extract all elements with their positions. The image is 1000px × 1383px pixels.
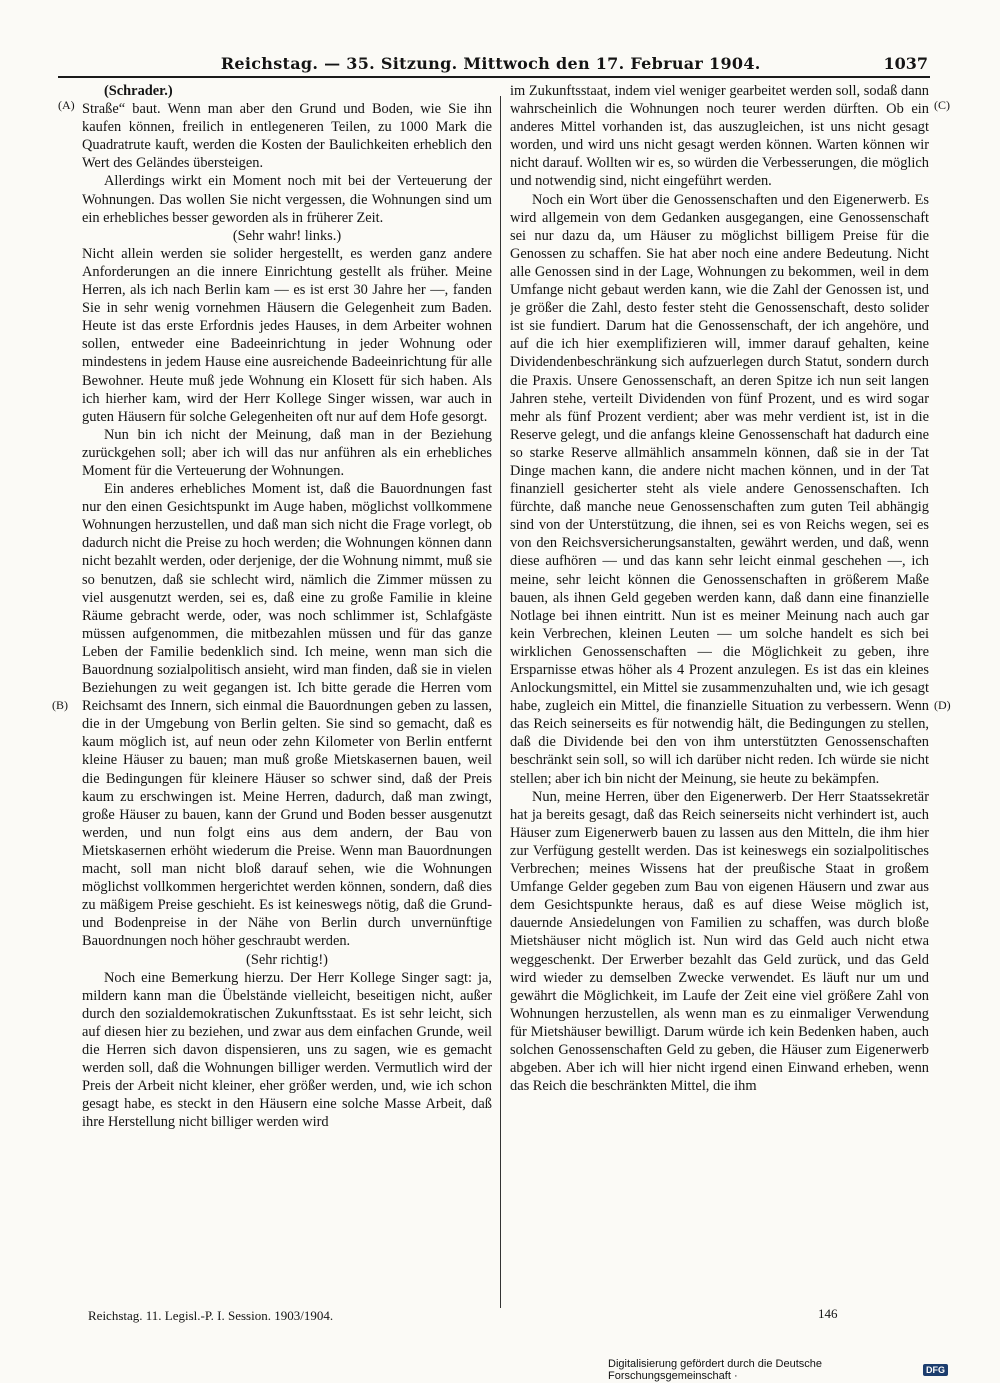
paragraph: Ein anderes erhebliches Moment ist, daß die Bauordnungen fast nur den einen Gesichtspunkt im Auge haben, möglichst vollkommene Wohnungen herzustellen, und daß man sich nicht die Frage vorlegt, ob dadurch nicht die Preise zu hoch werden; die Wohnungen können dann nicht bezahlt werden, oder derjenige, der die Wohnung nimmt, muß sie so benutzen, daß sie schlecht wird, nämlich die Zimmer müssen zu viel ausgenutzt werden, sei es, daß eine zu große Familie in kleine Räume gebracht werde, oder, was noch schlimmer ist, Schlafgäste müssen aufgenommen, die mitbezahlen müssen und für das ganze Leben der Familie bedenklich sind. Ich meine, wenn man sich die Bauordnung sozialpolitisch ansieht, wird man finden, daß sie in vielen Beziehungen zu weit gegangen ist. Ich bitte gerade die Herren vom Reichsamt des Innern, sich einmal die Bauordnungen geben zu lassen, die in der Umgebung von Berlin gelten. Sie sind so gemacht, daß es kaum möglich ist, auf neun oder zehn Kilometer von Berlin entfernt kleine Häuser zu bauen; man muß große Mietskasernen bauen, weil die Bedingungen für kleinere Häuser so schwer sind, daß der Preis kaum zu erschwingen ist. Meine Herren, dadurch, daß man zwingt, große Häuser zu bauen, kann der Grund und Boden besser ausgenutzt werden, und nun folgt eins aus dem andern, der Bau von Mietskasernen erhöht wiederum die Preise. Wenn man Bauordnungen macht, soll man nicht bloß darauf sehen, wie die Wohnungen möglichst vollkommen hergerichtet werden können, sondern, daß dies zu mäßigem Preise geschieht. Es ist keineswegs nötig, daß die Grund- und Bodenpreise in der Nähe von Berlin durch unvernünftige Bauordnungen noch höher geschraubt werden. xyxy=(82,481,492,950)
margin-mark-d: (D) xyxy=(934,698,951,712)
paragraph: (Sehr richtig!) xyxy=(246,951,328,968)
footer-signature-number: 146 xyxy=(818,1306,838,1321)
column-divider xyxy=(500,96,501,1308)
paragraph: Nun bin ich nicht der Meinung, daß man in der Beziehung zurückgehen soll; aber ich will das nur anführen als ein erhebliches Moment für die Verteuerung der Wohnungen. xyxy=(82,426,492,479)
margin-mark-a: (A) xyxy=(58,98,75,112)
dfg-logo-icon: DFG xyxy=(923,1364,948,1376)
credit-text: Digitalisierung gefördert durch die Deutsche Forschungsgemeinschaft · xyxy=(608,1358,823,1382)
left-paragraphs xyxy=(82,100,492,1131)
paragraph: im Zukunftsstaat, indem viel weniger gearbeitet werden soll, sodaß dann wahrscheinlich die Wohnungen noch teurer werden dürften. Ob ein anderes Mittel vorhanden ist, das auszugleichen, ist uns nicht gesagt worden, und wird uns nicht gesagt werden können. Warten können wir nicht darauf. Wollten wir es, so würden die Verbesserungen, die möglich und notwendig sind, nicht eingeführt werden. xyxy=(510,83,929,190)
paragraph: Straße“ baut. Wenn man aber den Grund und Boden, wie Sie ihn kaufen können, freilich in entlegeneren Teilen, zu 1000 Mark die Quadratrute kauft, werden die Kosten der Baulichkeiten erheblich den Wert des Geländes übersteigen. xyxy=(82,101,492,172)
page-title: Reichstag. — 35. Sitzung. Mittwoch den 17. Februar 1904. xyxy=(220,54,761,73)
paragraph: Allerdings wirkt ein Moment noch mit bei der Verteuerung der Wohnungen. Das wollen Sie nicht vergessen, die Wohnungen sind um ein erhebliches besser geworden als in früherer Zeit. xyxy=(82,173,492,226)
paragraph: Nun, meine Herren, über den Eigenerwerb. Der Herr Staatssekretär hat ja bereits gesagt, daß das Reich seinerseits nicht verhindert ist, auch Häuser zum Eigenerwerb bauen zu lassen aus den Mitteln, die ihm hier zur Verfügung gestellt werden. Das ist keineswegs ein sozialpolitisches Verbrechen; meines Wissens hat der preußische Staat in großem Umfange Gelder gegeben zum Bau von eigenen Häusern und zwar aus dem Gesichtspunkte heraus, daß es auf diese Weise möglich ist, dauernde Ansiedelungen von Familien zu schaffen, was durch bloße Mietshäuser nicht möglich ist. Nun wird das Geld auch nicht etwa weggeschenkt. Der Erwerber bezahlt das Geld zurück, und das Geld wird wieder zu demselben Zwecke verwendet. Es läuft nur um und gewährt die Möglichkeit, im Laufe der Zeit eine viel größere Zahl von Wohnungen herzustellen, als wenn man es zu einmaliger Verwendung für Mietshäuser bewilligt. Darum würde ich kein Bedenken haben, auch solchen Genossenschaften Geld zu geben, die Häuser zum Eigenerwerb abgeben. Aber ich will hier nicht irgend einen Einwand erheben, wenn das Reich die beschränkten Mittel, die ihm xyxy=(510,788,929,1095)
right-paragraphs xyxy=(510,82,929,1095)
margin-mark-c: (C) xyxy=(934,98,950,112)
paragraph: (Sehr wahr! links.) xyxy=(232,227,342,244)
paragraph: Noch ein Wort über die Genossenschaften und den Eigenerwerb. Es wird allgemein von dem Gedanken ausgegangen, eine Genossenschaft sei nur dazu da, um Häuser zu möglichst billigem Preise für die Genossen zu schaffen. Sie hat aber noch eine andere Bedeutung. Nicht alle Genossen sind in der Lage, Wohnungen zu bekommen, weil in dem Umfange nicht gebaut werden kann, wie die Zahl der Genossen ist, und je größer die Zahl, desto fester steht die Genossenschaft, desto solider ist sie fundiert. Darum hat die Genossenschaft, der ich angehöre, und auf die ich hier exemplifizieren will, immer darauf gehalten, keine Dividendenbeschränkung sich aufzuerlegen durch Statut, sondern durch die Praxis. Unsere Genossenschaft, an deren Spitze ich nun seit langen Jahren stehe, verteilt Dividenden von fünf Prozent, und es wird sogar mehr als fünf Prozent verdient; aber was mehr verdient ist, ist in die Reserve gelegt, und die anfangs kleine Genossenschaft hat dadurch eine so starke Reserve allmählich ansammeln können, daß sie in der Tat Dinge machen kann, die andere nicht machen können, und in der Tat finanziell gesicherter steht als viele andere Genossenschaften. Ich fürchte, daß manche neue Genossenschaften zum guten Teil abhängig sind von der Unterstützung, die ihnen, sei es von Reichs wegen, sei es von den Reichsversicherungsanstalten, gewährt werden, und daß, wenn diese aufhören — und das kann sehr leicht einmal geschehen —, ich meine, sehr leicht können die Genossenschaften in größerem Maße bauen, als ihnen Geld gegeben werden kann, daß dann eine finanzielle Notlage bei ihnen eintritt. Nun ist es meiner Meinung nach auch gar kein Verbrechen, kleinen Leuten — um solche handelt es sich bei wirklichen Genossenschaften — die Möglichkeit zu geben, ihre Ersparnisse etwas höher als 4 Prozent anzulegen. Es ist das ein kleines Anlockungsmittel, ein Mittel sie zusammenzuhalten und, wie ich gesagt habe, zugleich ein Mittel, die finanzielle Situation zu verbessern. Wenn das Reich seinerseits es für notwendig hält, die Bedingungen zu stellen, daß die Dividende bei den von ihm unterstützten Genossenschaften beschränkt sein soll, so will ich darüber nicht reden. Ich würde sie nicht stellen; aber ich bin nicht der Meinung, sie heute zu bekämpfen. xyxy=(510,191,929,787)
right-column xyxy=(510,82,929,1292)
paragraph: Noch eine Bemerkung hierzu. Der Herr Kollege Singer sagt: ja, mildern kann man die Übelstände vielleicht, beseitigen nicht, außer durch den sozialdemokratischen Zukunftsstaat. Es ist sehr leicht, sich auf diesen hier zu beziehen, und zwar aus dem einfachen Grunde, weil die Herren sich davon dispensieren, uns zu sagen, wie es gemacht werden soll, daß die Wohnungen billiger werden. Vermutlich wird der Preis der Arbeit nicht kleiner, eher größer werden, und, wie ich schon gesagt habe, es steckt in den Häusern eine solche Masse Arbeit, daß ihre Herstellung nicht billiger werden wird xyxy=(82,969,492,1131)
page-number: 1037 xyxy=(883,54,928,73)
page-header xyxy=(58,52,930,78)
paragraph: Nicht allein werden sie solider hergestellt, es werden ganz andere Anforderungen an die innere Einrichtung gestellt als früher. Meine Herren, als ich nach Berlin kam — es ist erst 30 Jahre her —, fanden Sie in sehr wenig vornehmen Häusern die Gelegenheit zum Baden. Heute ist das erste Erfordnis jedes Hauses, in dem Arbeiter wohnen sollen, entweder eine Badeeinrichtung in jeder Wohnung oder mindestens in jedem Hause eine ausreichende Badeeinrichtung für alle Bewohner. Heute muß jede Wohnung ein Klosett für sich haben. Als ich hierher kam, wird der Herr Kollege Singer wissen, war auch in guten Häusern für solche Gelegenheiten oft nur auf dem Hofe gesorgt. xyxy=(82,245,492,425)
left-column xyxy=(82,82,492,1292)
digitization-credit xyxy=(608,1358,948,1382)
speaker-name: (Schrader.) xyxy=(104,83,173,99)
margin-mark-b: (B) xyxy=(52,698,68,712)
footer-session-info: Reichstag. 11. Legisl.-P. I. Session. 1903/1904. xyxy=(88,1308,334,1323)
